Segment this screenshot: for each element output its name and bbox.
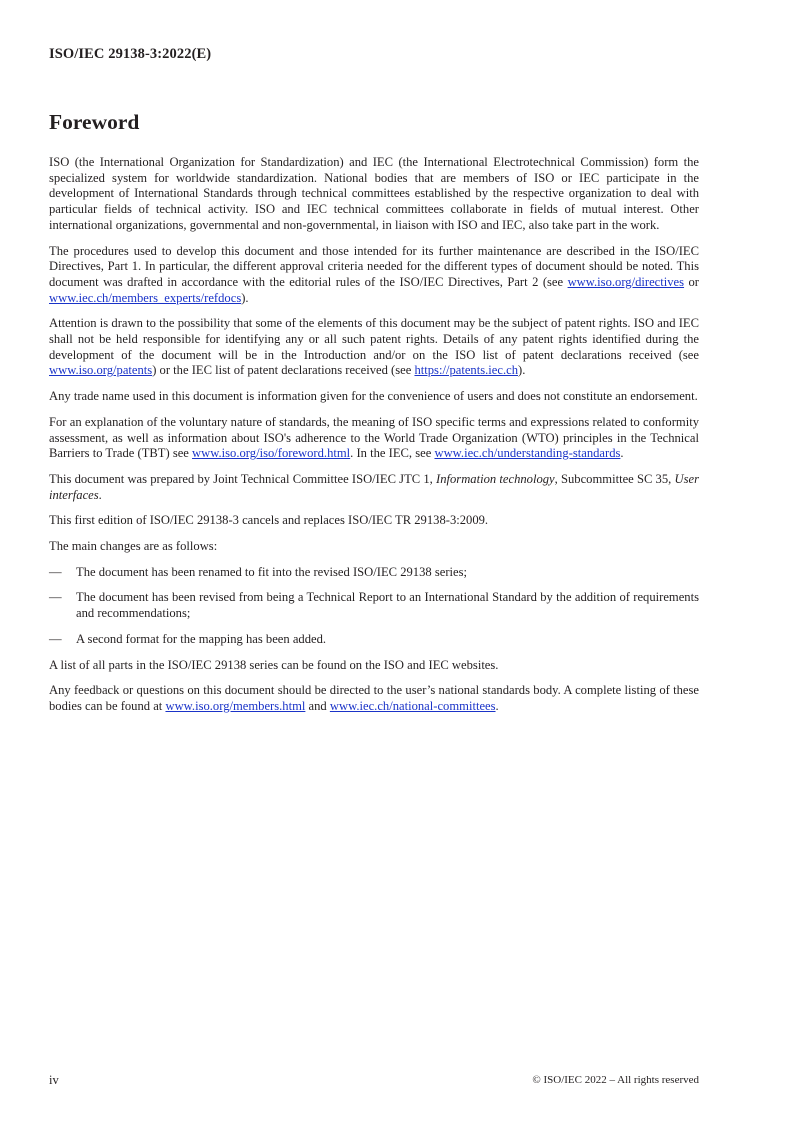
link-iec-patents[interactable]: https://patents.iec.ch — [414, 363, 518, 378]
link-iso-patents[interactable]: www.iso.org/patents — [49, 363, 153, 378]
paragraph-feedback — [49, 683, 699, 714]
changes-list — [49, 565, 699, 648]
text: and — [305, 698, 330, 713]
copyright-notice: © ISO/IEC 2022 – All rights reserved — [532, 1074, 699, 1086]
text: , Subcommittee SC 35, — [554, 471, 675, 486]
italic-subcommittee-name: User interfaces — [49, 471, 699, 502]
paragraph-edition: This first edition of ISO/IEC 29138-3 cancels and replaces ISO/IEC TR 29138-3:2009. — [49, 513, 489, 528]
text: . — [98, 487, 102, 502]
paragraph-patents — [49, 316, 699, 379]
page-number: iv — [49, 1073, 59, 1087]
document-id-header: ISO/IEC 29138-3:2022(E) — [49, 46, 212, 62]
list-item-text: The document has been renamed to fit into the revised ISO/IEC 29138 series; — [76, 564, 468, 579]
link-iso-foreword[interactable]: www.iso.org/iso/foreword.html — [192, 446, 351, 461]
text: ). — [241, 290, 249, 305]
list-item — [49, 632, 699, 648]
list-item-text: The document has been revised from being a Technical Report to an International Standard by the addition of requirements and recommendations; — [76, 590, 699, 621]
paragraph-iso-iec-intro: ISO (the International Organization for Standardization) and IEC (the International Electrotechnical Commission) form the specialized system for worldwide standardization. National bodies that are members of ISO or IEC participate in the development of International Standards through technical committees established by the respective organization to deal with particular fields of technical activity. ISO and IEC technical committees collaborate in fields of mutual interest. Other international organizations, governmental and non-governmental, in liaison with ISO and IEC, also take part in the work. — [49, 155, 699, 232]
link-iso-directives[interactable]: www.iso.org/directives — [567, 274, 685, 289]
dash-bullet: — — [49, 564, 62, 579]
paragraph-voluntary-nature — [49, 415, 699, 462]
link-iec-national-committees[interactable]: www.iec.ch/national-committees — [329, 698, 496, 713]
list-item-text: A second format for the mapping has been added. — [76, 631, 327, 646]
text: Attention is drawn to the possibility that some of the elements of this document may be the subject of patent rights. ISO and IEC shall not be held responsible for identifying any or all such patent rights. Details of any patent rights identified during the development of the document will be in the Introduction and/or on the ISO list of patent declarations received (see — [49, 316, 699, 362]
foreword-body — [49, 155, 699, 725]
paragraph-prepared-by — [49, 472, 699, 503]
paragraph-procedures — [49, 244, 699, 307]
text: . — [620, 446, 624, 461]
italic-committee-name: Information technology — [436, 471, 555, 486]
text: This document was prepared by Joint Technical Committee ISO/IEC JTC 1, — [49, 471, 437, 486]
paragraph-trade-name: Any trade name used in this document is information given for the convenience of users and does not constitute an endorsement. — [49, 389, 698, 404]
link-iso-members[interactable]: www.iso.org/members.html — [165, 698, 306, 713]
paragraph-main-changes-intro: The main changes are as follows: — [49, 539, 218, 554]
text: or — [684, 274, 699, 289]
text: The procedures used to develop this document and those intended for its further maintenance are described in the ISO/IEC Directives, Part 1. In particular, the different approval criteria needed for the different types of document should be noted. This document was drafted in accordance with the editorial rules of the ISO/IEC Directives, Part 2 (see — [49, 243, 699, 289]
text: ). — [518, 363, 526, 378]
text: . In the IEC, see — [350, 446, 435, 461]
text: . — [495, 698, 499, 713]
text: Any feedback or questions on this document should be directed to the user’s national standards body. A complete listing of these bodies can be found at — [49, 683, 699, 713]
text: ) or the IEC list of patent declarations received (see — [152, 363, 415, 378]
paragraph-parts-list: A list of all parts in the ISO/IEC 29138 series can be found on the ISO and IEC websites. — [49, 657, 499, 672]
list-item — [49, 590, 699, 621]
dash-bullet: — — [49, 631, 62, 646]
list-item — [49, 565, 699, 581]
link-iec-understanding-standards[interactable]: www.iec.ch/understanding-standards — [434, 446, 621, 461]
text: For an explanation of the voluntary nature of standards, the meaning of ISO specific terms and expressions related to conformity assessment, as well as information about ISO's adherence to the World Trade Organization (WTO) principles in the Technical Barriers to Trade (TBT) see — [49, 414, 699, 461]
dash-bullet: — — [49, 590, 62, 605]
page-title: Foreword — [49, 110, 140, 134]
link-iec-refdocs[interactable]: www.iec.ch/members_experts/refdocs — [49, 290, 242, 305]
